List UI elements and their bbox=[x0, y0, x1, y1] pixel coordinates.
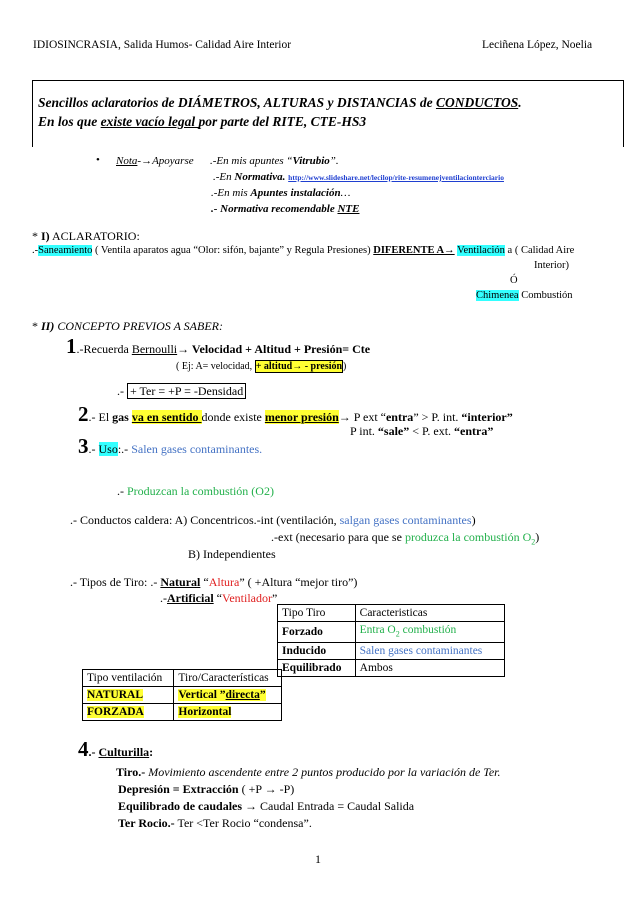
title-dot: . bbox=[518, 95, 522, 110]
table-row bbox=[278, 660, 505, 677]
section-label: CONCEPTO PREVIOS A SABER: bbox=[54, 319, 223, 333]
section-1-line-1 bbox=[32, 245, 574, 256]
title-conductos: CONDUCTOS bbox=[435, 95, 519, 110]
text: .- Conductos caldera: A) Concentricos.-int (ventilación, bbox=[70, 513, 340, 527]
title-line-1 bbox=[38, 95, 522, 111]
text: .- bbox=[117, 484, 127, 498]
ter-density-box: + Ter = +P = -Densidad bbox=[127, 383, 246, 399]
tiro-type-cell: Inducido bbox=[278, 643, 356, 660]
text: .- bbox=[117, 384, 127, 398]
vent-char-cell bbox=[174, 704, 282, 721]
table-tipo-ventilacion bbox=[82, 669, 282, 721]
interior-term: “interior” bbox=[461, 410, 513, 424]
subscript: 2 bbox=[531, 537, 536, 547]
tiro-char-cell: Salen gases contaminantes bbox=[355, 643, 504, 660]
text: P int. bbox=[350, 424, 378, 438]
text: .- Tipos de Tiro: .- bbox=[70, 575, 161, 589]
section-label: ACLARATORIO: bbox=[49, 229, 140, 243]
culturilla-term: Culturilla bbox=[98, 745, 150, 759]
point-number: 4 bbox=[78, 737, 89, 761]
section-2-title bbox=[32, 319, 223, 334]
note-row-1 bbox=[210, 155, 339, 167]
nota-label: Nota bbox=[116, 155, 138, 167]
tipos-tiro-line-2 bbox=[160, 591, 277, 606]
vertical-highlight bbox=[178, 689, 265, 701]
salgan-gases-text: salgan gases contaminantes bbox=[339, 513, 472, 527]
table-row bbox=[278, 643, 505, 660]
gas-term: gas bbox=[112, 410, 129, 424]
ventilacion-term: Ventilación bbox=[457, 245, 505, 256]
equilibrado-term: Equilibrado de caudales → bbox=[118, 799, 258, 813]
text: a ( Calidad Aire bbox=[504, 245, 575, 256]
note-vitrubio: Vitrubio bbox=[292, 155, 330, 167]
conductos-caldera-line-3: B) Independientes bbox=[188, 547, 276, 561]
text: “ bbox=[200, 575, 209, 589]
menor-presion-highlight: menor presión bbox=[264, 410, 339, 424]
title-vacio-legal: existe vacío legal bbox=[100, 114, 199, 129]
title-line-2 bbox=[38, 114, 366, 130]
point-4-line-4 bbox=[118, 816, 312, 831]
saneamiento-term: Saneamiento bbox=[38, 245, 93, 256]
point-number: 1 bbox=[66, 334, 77, 358]
text: combustión bbox=[399, 624, 457, 636]
vent-type-cell bbox=[83, 704, 174, 721]
text: Ter <Ter Rocio “condensa”. bbox=[174, 816, 312, 830]
conductos-caldera bbox=[70, 513, 476, 528]
section-number: II) bbox=[41, 319, 55, 333]
point-4-line-3 bbox=[118, 799, 414, 814]
point-3 bbox=[78, 434, 262, 459]
text: :.- bbox=[117, 442, 132, 456]
text: Caudal Entrada = Caudal Salida bbox=[257, 799, 415, 813]
text: : bbox=[149, 745, 154, 759]
conductos-caldera-line-2 bbox=[271, 530, 539, 546]
point-3-line-2 bbox=[117, 484, 274, 499]
text: produzca la combustión O bbox=[404, 530, 532, 544]
subscript: 2 bbox=[395, 629, 400, 639]
note-text: .-En mis apuntes “ bbox=[210, 155, 293, 167]
apoyarse-label: -→Apoyarse bbox=[137, 155, 194, 167]
point-4-line-1 bbox=[116, 765, 501, 780]
text: donde existe bbox=[201, 410, 265, 424]
note-row-4 bbox=[211, 203, 359, 215]
text: ) bbox=[471, 513, 476, 527]
artificial-term: Artificial bbox=[167, 591, 214, 605]
entra-term: entra bbox=[385, 410, 414, 424]
tiro-char-cell bbox=[355, 622, 504, 643]
table-row bbox=[83, 704, 282, 721]
tiro-char-cell: Ambos bbox=[355, 660, 504, 677]
text: ” > P. int. bbox=[413, 410, 462, 424]
text: .-ext (necesario para que se bbox=[271, 530, 405, 544]
text: ” bbox=[259, 689, 266, 701]
note-row-3 bbox=[211, 187, 350, 199]
title-text: por parte del RITE, CTE-HS3 bbox=[198, 114, 367, 129]
entra-term: “entra” bbox=[454, 424, 494, 438]
point-1-example bbox=[176, 361, 346, 372]
text: ) bbox=[535, 530, 540, 544]
tiro-type-cell: Forzado bbox=[278, 622, 356, 643]
note-text: ”. bbox=[329, 155, 339, 167]
text: ” ( +Altura “mejor tiro”) bbox=[239, 575, 358, 589]
bullet: • bbox=[96, 154, 100, 166]
tiro-type-cell: Equilibrado bbox=[278, 660, 356, 677]
table-row bbox=[83, 687, 282, 704]
table-header-row bbox=[278, 605, 505, 622]
bernoulli-term: Bernoulli bbox=[131, 342, 178, 356]
note-text: .- Normativa recomendable bbox=[211, 203, 338, 215]
point-4-line-2 bbox=[118, 782, 294, 797]
text: .-Recuerda bbox=[76, 342, 132, 356]
horizontal-highlight: Horizontal bbox=[178, 706, 232, 718]
natural-highlight: NATURAL bbox=[87, 689, 144, 701]
asterisk: * bbox=[32, 319, 41, 333]
text: Combustión bbox=[518, 290, 573, 301]
text: “ bbox=[213, 591, 222, 605]
combustion-text: Produzcan la combustión (O2) bbox=[127, 484, 274, 498]
text: ” bbox=[271, 591, 278, 605]
sale-term: “sale” bbox=[377, 424, 410, 438]
directa-term: directa bbox=[225, 689, 260, 701]
header-right: Leciñena López, Noelia bbox=[482, 39, 593, 51]
note-apuntes: Apuntes instalación bbox=[250, 187, 341, 199]
note-text: .-En bbox=[213, 171, 235, 183]
point-4 bbox=[78, 737, 153, 762]
salen-gases-text: Salen gases contaminantes. bbox=[131, 442, 263, 456]
header-cell: Tipo Tiro bbox=[278, 605, 356, 622]
text: ( +P → -P) bbox=[238, 782, 295, 796]
text: → P ext “ bbox=[338, 410, 386, 424]
table-row bbox=[278, 622, 505, 643]
forzada-highlight: FORZADA bbox=[87, 706, 144, 718]
point-1-ter bbox=[117, 384, 246, 399]
bernoulli-formula: → Velocidad + Altitud + Presión= Cte bbox=[177, 342, 371, 356]
point-number: 3 bbox=[78, 434, 89, 458]
text: ( Ventila aparatos agua “Olor: sifón, bajante” y Regula Presiones) bbox=[92, 245, 374, 256]
combustion-text bbox=[404, 530, 536, 547]
note-normativa: Normativa. bbox=[234, 171, 286, 183]
text: .- El bbox=[88, 410, 113, 424]
tiro-definition: Movimiento ascendente entre 2 puntos producido por la variación de Ter. bbox=[148, 765, 501, 779]
header-cell: Tiro/Características bbox=[174, 670, 282, 687]
natural-term: Natural bbox=[160, 575, 201, 589]
text: .- bbox=[88, 745, 99, 759]
text: .- bbox=[32, 245, 39, 256]
section-number: I) bbox=[41, 229, 50, 243]
slideshare-link[interactable]: http://www.slideshare.net/lecilop/rite-resumenejventilacionterciario bbox=[288, 173, 504, 182]
va-en-sentido-highlight: va en sentido bbox=[131, 410, 202, 424]
point-2-line-2 bbox=[350, 424, 493, 439]
tipos-tiro bbox=[70, 575, 357, 590]
text: ) bbox=[343, 361, 347, 372]
vent-type-cell bbox=[83, 687, 174, 704]
depresion-term: Depresión = Extracción bbox=[118, 782, 239, 796]
tiro-term: Tiro.- bbox=[116, 765, 149, 779]
page-number: 1 bbox=[315, 852, 321, 866]
text: ( Ej: A= velocidad, bbox=[176, 361, 255, 372]
ter-rocio-term: Ter Rocio.- bbox=[118, 816, 175, 830]
text: < P. ext. bbox=[409, 424, 455, 438]
text: .- bbox=[88, 442, 99, 456]
vent-char-cell bbox=[174, 687, 282, 704]
uso-term: Uso bbox=[98, 442, 118, 456]
section-1-line-2: Interior) bbox=[534, 260, 569, 271]
header-cell: Caracteristicas bbox=[355, 605, 504, 622]
header-cell: Tipo ventilación bbox=[83, 670, 174, 687]
title-text: En los que bbox=[38, 114, 101, 129]
asterisk: * bbox=[32, 229, 41, 243]
ventilador-term: Ventilador bbox=[221, 591, 272, 605]
altitud-presion-highlight: + altitud→ - presión bbox=[255, 361, 343, 372]
section-1-line-3: Ó bbox=[510, 275, 518, 286]
title-text: Sencillos aclaratorios de DIÁMETROS, ALTURAS y DISTANCIAS de bbox=[38, 95, 436, 110]
chimenea-term: Chimenea bbox=[476, 290, 519, 301]
point-1 bbox=[66, 334, 370, 359]
note-nte: NTE bbox=[337, 203, 360, 215]
text: .- bbox=[160, 591, 167, 605]
section-1-line-4 bbox=[476, 290, 573, 301]
text: Entra O bbox=[359, 624, 396, 636]
note-row-2 bbox=[213, 171, 504, 183]
note-label bbox=[116, 155, 194, 167]
note-text: … bbox=[340, 187, 351, 199]
table-header-row bbox=[83, 670, 282, 687]
text: Vertical ” bbox=[178, 689, 226, 701]
table-tipo-tiro bbox=[277, 604, 505, 677]
altura-term: Altura bbox=[208, 575, 240, 589]
point-number: 2 bbox=[78, 402, 89, 426]
header-left: IDIOSINCRASIA, Salida Humos- Calidad Aire Interior bbox=[33, 39, 292, 51]
note-text: .-En mis bbox=[211, 187, 251, 199]
diferente-term: DIFERENTE A→ bbox=[373, 245, 455, 256]
section-1-title bbox=[32, 229, 140, 244]
